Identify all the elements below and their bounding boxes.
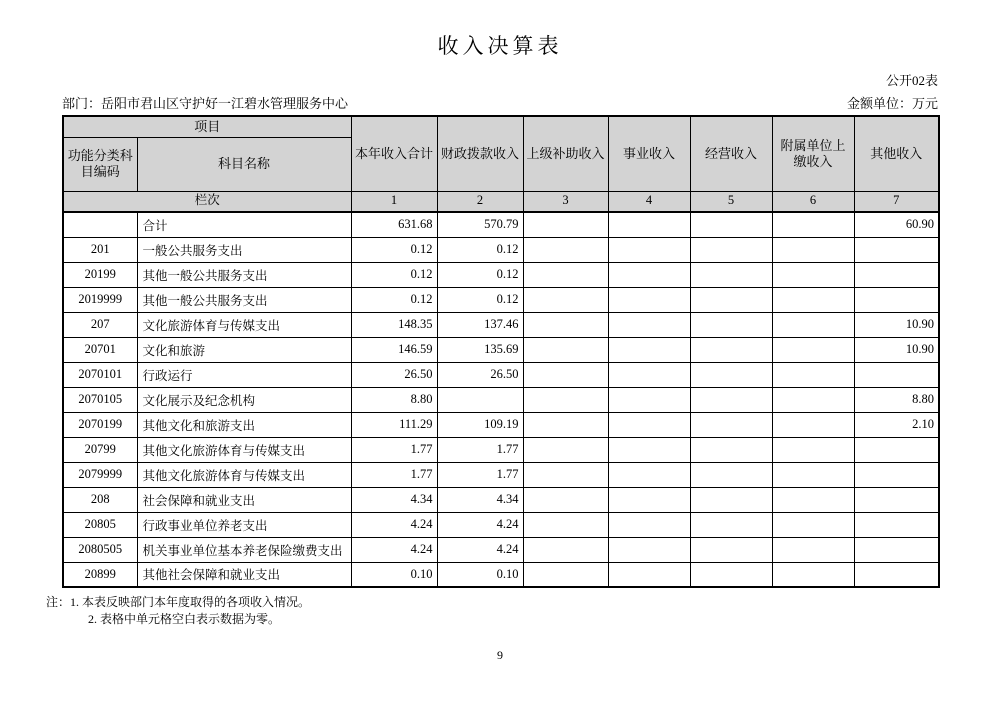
column-number: 4 bbox=[608, 191, 690, 212]
page-number: 9 bbox=[497, 648, 503, 662]
cell-amount bbox=[772, 437, 854, 462]
cell-amount: 148.35 bbox=[351, 312, 437, 337]
cell-amount bbox=[690, 462, 772, 487]
cell-function-code: 2019999 bbox=[63, 287, 137, 312]
cell-amount bbox=[523, 312, 608, 337]
cell-amount: 26.50 bbox=[351, 362, 437, 387]
table-row bbox=[63, 562, 939, 587]
header-project: 项目 bbox=[63, 116, 351, 137]
cell-function-code: 208 bbox=[63, 487, 137, 512]
cell-amount: 8.80 bbox=[854, 387, 939, 412]
cell-amount: 137.46 bbox=[437, 312, 523, 337]
page-title: 收入决算表 bbox=[437, 34, 563, 58]
cell-amount bbox=[608, 262, 690, 287]
cell-subject-name: 机关事业单位基本养老保险缴费支出 bbox=[137, 537, 351, 562]
column-header: 财政拨款收入 bbox=[437, 116, 523, 191]
cell-amount: 1.77 bbox=[351, 462, 437, 487]
table-row bbox=[63, 337, 939, 362]
cell-amount bbox=[772, 462, 854, 487]
cell-amount bbox=[772, 387, 854, 412]
cell-subject-name: 文化和旅游 bbox=[137, 337, 351, 362]
cell-amount bbox=[608, 212, 690, 237]
cell-amount bbox=[690, 312, 772, 337]
cell-amount bbox=[772, 537, 854, 562]
cell-amount bbox=[690, 512, 772, 537]
cell-amount bbox=[690, 387, 772, 412]
cell-amount bbox=[608, 412, 690, 437]
cell-amount: 4.24 bbox=[437, 512, 523, 537]
cell-amount: 10.90 bbox=[854, 337, 939, 362]
note-line-1 bbox=[46, 594, 1000, 611]
table-row bbox=[63, 262, 939, 287]
table-row bbox=[63, 387, 939, 412]
unit-label: 金额单位：万元 bbox=[846, 96, 938, 111]
table-row bbox=[63, 362, 939, 387]
cell-amount bbox=[854, 362, 939, 387]
cell-amount bbox=[690, 487, 772, 512]
cell-amount: 4.34 bbox=[437, 487, 523, 512]
cell-subject-name: 文化展示及纪念机构 bbox=[137, 387, 351, 412]
cell-amount bbox=[608, 287, 690, 312]
cell-amount bbox=[437, 387, 523, 412]
cell-amount bbox=[608, 437, 690, 462]
column-header: 上级补助收入 bbox=[523, 116, 608, 191]
cell-amount bbox=[523, 412, 608, 437]
column-header: 附属单位上缴收入 bbox=[772, 116, 854, 191]
cell-amount bbox=[690, 437, 772, 462]
column-header: 经营收入 bbox=[690, 116, 772, 191]
cell-amount: 0.12 bbox=[437, 237, 523, 262]
table-header bbox=[63, 116, 939, 212]
cell-amount bbox=[523, 237, 608, 262]
cell-amount bbox=[772, 262, 854, 287]
cell-subject-name: 行政事业单位养老支出 bbox=[137, 512, 351, 537]
cell-amount bbox=[523, 462, 608, 487]
cell-amount: 109.19 bbox=[437, 412, 523, 437]
cell-amount: 8.80 bbox=[351, 387, 437, 412]
cell-amount: 26.50 bbox=[437, 362, 523, 387]
cell-subject-name: 其他一般公共服务支出 bbox=[137, 262, 351, 287]
cell-amount bbox=[608, 387, 690, 412]
header-row-top bbox=[63, 116, 939, 137]
cell-function-code: 20805 bbox=[63, 512, 137, 537]
cell-amount bbox=[690, 537, 772, 562]
column-header: 本年收入合计 bbox=[351, 116, 437, 191]
cell-amount bbox=[772, 512, 854, 537]
table-row bbox=[63, 437, 939, 462]
header-subject-name: 科目名称 bbox=[137, 137, 351, 191]
cell-amount bbox=[690, 412, 772, 437]
cell-amount bbox=[608, 537, 690, 562]
cell-amount bbox=[608, 487, 690, 512]
cell-function-code: 2079999 bbox=[63, 462, 137, 487]
doc-label: 公开02表 bbox=[885, 73, 938, 88]
cell-function-code: 20199 bbox=[63, 262, 137, 287]
cell-amount: 0.10 bbox=[437, 562, 523, 587]
cell-amount bbox=[690, 212, 772, 237]
cell-amount bbox=[608, 512, 690, 537]
cell-amount bbox=[608, 562, 690, 587]
cell-amount: 111.29 bbox=[351, 412, 437, 437]
cell-subject-name: 文化旅游体育与传媒支出 bbox=[137, 312, 351, 337]
cell-subject-name: 其他一般公共服务支出 bbox=[137, 287, 351, 312]
cell-subject-name: 其他文化旅游体育与传媒支出 bbox=[137, 462, 351, 487]
cell-amount bbox=[690, 562, 772, 587]
cell-amount bbox=[523, 337, 608, 362]
cell-amount: 0.12 bbox=[351, 237, 437, 262]
cell-subject-name: 社会保障和就业支出 bbox=[137, 487, 351, 512]
table-row bbox=[63, 462, 939, 487]
table-row bbox=[63, 537, 939, 562]
cell-amount: 570.79 bbox=[437, 212, 523, 237]
cell-amount bbox=[523, 387, 608, 412]
cell-amount bbox=[523, 262, 608, 287]
header-lanci: 栏次 bbox=[63, 191, 351, 212]
cell-amount bbox=[854, 462, 939, 487]
table-row bbox=[63, 237, 939, 262]
cell-function-code: 2080505 bbox=[63, 537, 137, 562]
cell-function-code: 2070105 bbox=[63, 387, 137, 412]
table-body bbox=[63, 212, 939, 587]
cell-amount: 4.24 bbox=[351, 537, 437, 562]
cell-amount: 0.10 bbox=[351, 562, 437, 587]
cell-amount bbox=[523, 212, 608, 237]
cell-amount: 135.69 bbox=[437, 337, 523, 362]
cell-amount bbox=[523, 562, 608, 587]
cell-subject-name: 其他社会保障和就业支出 bbox=[137, 562, 351, 587]
cell-amount bbox=[608, 462, 690, 487]
cell-amount: 10.90 bbox=[854, 312, 939, 337]
cell-function-code: 20899 bbox=[63, 562, 137, 587]
table-row bbox=[63, 287, 939, 312]
cell-amount bbox=[854, 437, 939, 462]
column-number: 2 bbox=[437, 191, 523, 212]
cell-amount bbox=[854, 512, 939, 537]
cell-amount bbox=[690, 287, 772, 312]
cell-amount: 0.12 bbox=[437, 262, 523, 287]
cell-amount bbox=[608, 237, 690, 262]
cell-amount bbox=[608, 312, 690, 337]
cell-amount bbox=[690, 337, 772, 362]
column-number: 3 bbox=[523, 191, 608, 212]
column-number: 7 bbox=[854, 191, 939, 212]
cell-amount bbox=[772, 337, 854, 362]
revenue-table bbox=[62, 115, 940, 588]
cell-amount bbox=[608, 337, 690, 362]
cell-subject-name: 一般公共服务支出 bbox=[137, 237, 351, 262]
table-row bbox=[63, 412, 939, 437]
cell-amount: 4.24 bbox=[437, 537, 523, 562]
cell-amount bbox=[772, 237, 854, 262]
header-row-lanci bbox=[63, 191, 939, 212]
cell-amount: 4.24 bbox=[351, 512, 437, 537]
cell-amount bbox=[854, 237, 939, 262]
cell-amount bbox=[772, 287, 854, 312]
column-header: 其他收入 bbox=[854, 116, 939, 191]
cell-amount: 631.68 bbox=[351, 212, 437, 237]
cell-amount: 60.90 bbox=[854, 212, 939, 237]
cell-amount bbox=[854, 562, 939, 587]
cell-amount bbox=[690, 362, 772, 387]
cell-amount bbox=[772, 362, 854, 387]
cell-amount: 2.10 bbox=[854, 412, 939, 437]
cell-amount: 4.34 bbox=[351, 487, 437, 512]
cell-amount bbox=[523, 512, 608, 537]
column-number: 6 bbox=[772, 191, 854, 212]
cell-amount bbox=[523, 362, 608, 387]
notes bbox=[46, 594, 1000, 628]
cell-amount: 1.77 bbox=[437, 437, 523, 462]
cell-function-code: 207 bbox=[63, 312, 137, 337]
cell-amount bbox=[523, 437, 608, 462]
cell-subject-name: 其他文化旅游体育与传媒支出 bbox=[137, 437, 351, 462]
cell-amount bbox=[854, 537, 939, 562]
cell-amount bbox=[854, 262, 939, 287]
cell-amount bbox=[772, 312, 854, 337]
cell-amount bbox=[690, 237, 772, 262]
cell-amount: 0.12 bbox=[351, 262, 437, 287]
header-code: 功能分类科目编码 bbox=[63, 137, 137, 191]
cell-function-code: 201 bbox=[63, 237, 137, 262]
cell-function-code: 2070101 bbox=[63, 362, 137, 387]
department-label: 部门：岳阳市君山区守护好一江碧水管理服务中心 bbox=[62, 96, 349, 111]
cell-amount bbox=[690, 262, 772, 287]
cell-amount: 146.59 bbox=[351, 337, 437, 362]
cell-subject-name: 合计 bbox=[137, 212, 351, 237]
cell-function-code: 20799 bbox=[63, 437, 137, 462]
note-text-1: 1. 本表反映部门本年度取得的各项收入情况。 bbox=[70, 595, 311, 609]
note-prefix: 注： bbox=[46, 595, 71, 609]
cell-amount bbox=[772, 212, 854, 237]
cell-function-code bbox=[63, 212, 137, 237]
cell-amount bbox=[772, 562, 854, 587]
cell-subject-name: 其他文化和旅游支出 bbox=[137, 412, 351, 437]
cell-amount bbox=[608, 362, 690, 387]
cell-amount: 1.77 bbox=[437, 462, 523, 487]
column-header: 事业收入 bbox=[608, 116, 690, 191]
note-line-2: 2. 表格中单元格空白表示数据为零。 bbox=[88, 612, 281, 626]
table-row bbox=[63, 312, 939, 337]
cell-amount bbox=[523, 287, 608, 312]
cell-amount bbox=[772, 412, 854, 437]
cell-amount bbox=[523, 537, 608, 562]
cell-subject-name: 行政运行 bbox=[137, 362, 351, 387]
cell-amount bbox=[854, 287, 939, 312]
cell-amount bbox=[854, 487, 939, 512]
table-row bbox=[63, 512, 939, 537]
cell-function-code: 2070199 bbox=[63, 412, 137, 437]
table-row bbox=[63, 487, 939, 512]
cell-amount bbox=[772, 487, 854, 512]
meta-row bbox=[62, 93, 938, 112]
cell-amount: 0.12 bbox=[437, 287, 523, 312]
column-number: 1 bbox=[351, 191, 437, 212]
column-number: 5 bbox=[690, 191, 772, 212]
cell-function-code: 20701 bbox=[63, 337, 137, 362]
cell-amount: 1.77 bbox=[351, 437, 437, 462]
cell-amount bbox=[523, 487, 608, 512]
cell-amount: 0.12 bbox=[351, 287, 437, 312]
table-row bbox=[63, 212, 939, 237]
